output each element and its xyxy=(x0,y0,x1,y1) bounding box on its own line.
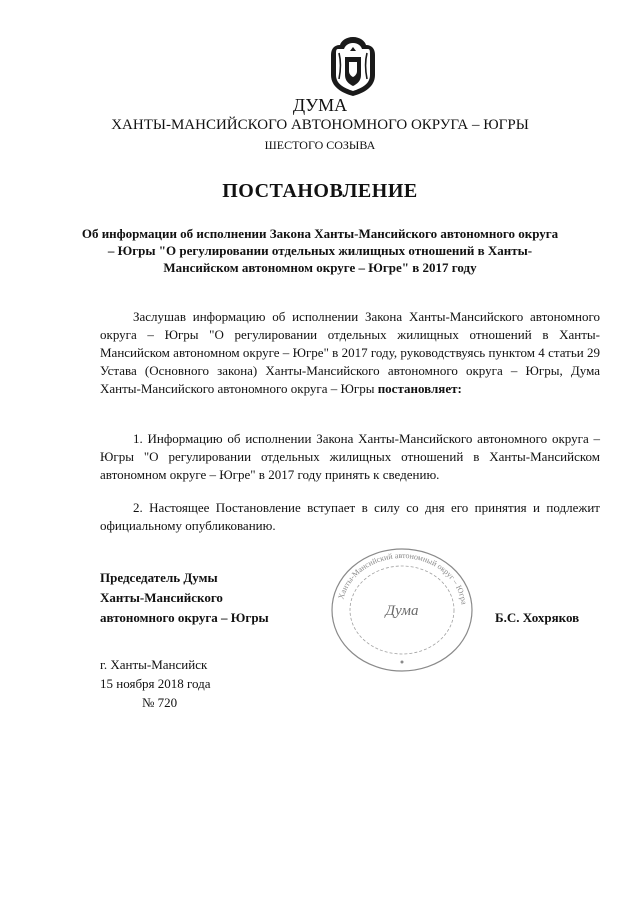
preamble-text: Заслушав информацию об исполнении Закона Ханты-Мансийского автономного округа – Югры "О регулировании отдельных жилищных отношений в Ханты-Мансийском автономном округе – Югре" в 2017 году, руководствуясь пунктом 4 статьи 29 Устава (Основного закона) Ханты-Мансийского автономного округа – Югры, Дума Ханты-Мансийского автономного округа – Югры xyxy=(100,309,600,396)
preamble-paragraph xyxy=(100,308,600,398)
position-line-2: Ханты-Мансийского xyxy=(100,590,223,605)
place-date-block xyxy=(100,655,211,712)
coat-of-arms-icon xyxy=(328,35,378,97)
convocation: ШЕСТОГО СОЗЫВА xyxy=(264,138,376,152)
seal-center-text: Дума xyxy=(385,603,419,619)
chairman-position xyxy=(100,568,269,628)
org-name: ДУМА xyxy=(292,95,348,115)
resolution-item-1: 1. Информацию об исполнении Закона Ханты-Мансийского автономного округа – Югры "О регулировании отдельных жилищных отношений в Ханты-Мансийском автономном округе – Югре" в 2017 году принять к сведению. xyxy=(100,431,600,482)
org-region: ХАНТЫ-МАНСИЙСКОГО АВТОНОМНОГО ОКРУГА – ЮГРЫ xyxy=(111,117,529,133)
document-number: № 720 xyxy=(142,695,178,710)
resolution-item-2: 2. Настоящее Постановление вступает в силу со дня его принятия и подлежит официальному опубликованию. xyxy=(100,500,600,533)
position-line-1: Председатель Думы xyxy=(100,570,218,585)
position-line-3: автономного округа – Югры xyxy=(100,610,269,625)
signer-name: Б.С. Хохряков xyxy=(495,610,580,625)
document-city: г. Ханты-Мансийск xyxy=(100,657,208,672)
seal-ring-text: Ханты-Мансийский автономный округ – Югра xyxy=(336,550,469,606)
svg-text:Ханты-Мансийский автономный ок xyxy=(336,551,468,606)
resolution-keyword: постановляет: xyxy=(377,381,462,396)
document-subject: Об информации об исполнении Закона Ханты-Мансийского автономного округа – Югры "О регулировании отдельных жилищных отношений в Ханты-Мансийском автономном округе – Югре" в 2017 году xyxy=(81,226,559,275)
official-seal xyxy=(328,545,476,675)
document-type: ПОСТАНОВЛЕНИЕ xyxy=(222,180,418,202)
document-date: 15 ноября 2018 года xyxy=(100,676,211,691)
